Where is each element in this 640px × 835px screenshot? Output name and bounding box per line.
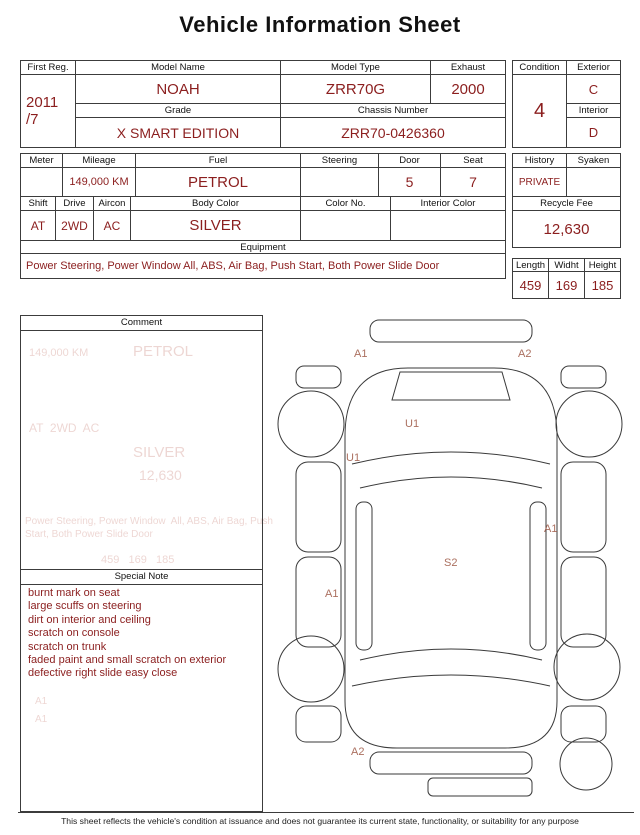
windshield-bottom-line [360, 477, 542, 488]
spec-band-a [20, 153, 506, 196]
dimensions-table [512, 258, 621, 299]
windshield-top-line [352, 452, 550, 464]
first-reg-year: 2011 [26, 93, 59, 111]
damage-mark: U1 [405, 418, 420, 430]
color-no-value [300, 210, 390, 240]
length-header: Length [512, 258, 548, 271]
grade-value: X SMART EDITION [75, 117, 280, 147]
left-front-door-panel [296, 462, 341, 552]
left-rear-fender-panel [296, 706, 341, 742]
ghost-text: 12,630 [139, 467, 182, 483]
exterior-value: C [566, 74, 620, 103]
width-header: Widht [548, 258, 584, 271]
spec-band-b [20, 196, 506, 240]
rear-bumper [370, 752, 532, 774]
meter-value [20, 167, 62, 196]
height-value: 185 [584, 271, 620, 298]
ghost-text: 459 169 185 [101, 554, 175, 566]
aircon-header: Aircon [93, 196, 130, 210]
first-reg-header: First Reg. [20, 60, 75, 74]
body-color-header: Body Color [130, 196, 300, 210]
right-rear-door-panel [561, 557, 606, 647]
damage-mark: A1 [354, 348, 368, 360]
special-note-item: large scuffs on steering [28, 600, 142, 613]
chassis-number-header: Chassis Number [280, 103, 505, 117]
hood-panel [392, 372, 510, 400]
aircon-value: AC [93, 210, 130, 240]
special-note-item: burnt mark on seat [28, 587, 120, 599]
footer-divider [18, 812, 634, 813]
registration-table [20, 60, 506, 148]
history-header: History [512, 153, 566, 167]
history-value: PRIVATE [512, 167, 566, 196]
special-note-item: scratch on console [28, 627, 120, 640]
ghost-text: 149,000 KM [29, 347, 89, 359]
interior-color-header: Interior Color [390, 196, 505, 210]
history-fee-table [512, 153, 621, 248]
rear-plate-panel [428, 778, 532, 796]
drive-header: Drive [55, 196, 93, 210]
damage-mark: A2 [518, 348, 532, 360]
shift-value: AT [20, 210, 55, 240]
damage-mark: A2 [351, 746, 365, 758]
front-bumper [370, 320, 532, 342]
mileage-header: Mileage [62, 153, 135, 167]
model-name-value: NOAH [75, 74, 280, 103]
right-rear-fender-panel [561, 706, 606, 742]
ghost-text: A1 [35, 696, 48, 707]
fuel-header: Fuel [135, 153, 300, 167]
left-front-fender-panel [296, 366, 341, 388]
left-sill [356, 502, 372, 650]
comment-panel [20, 315, 273, 812]
length-value: 459 [512, 271, 548, 298]
ghost-text: A1 [35, 714, 48, 725]
exterior-header: Exterior [566, 60, 620, 74]
special-note-header: Special Note [21, 569, 262, 585]
right-front-fender-panel [561, 366, 606, 388]
car-damage-diagram [268, 316, 634, 808]
interior-value: D [566, 117, 620, 147]
page-title: Vehicle Information Sheet [179, 12, 461, 37]
right-front-door-panel [561, 462, 606, 552]
color-no-header: Color No. [300, 196, 390, 210]
seat-header: Seat [440, 153, 505, 167]
ghost-text: Start, Both Power Slide Door [25, 529, 153, 540]
front-right-wheel [556, 391, 622, 457]
syaken-value [566, 167, 620, 196]
model-type-value: ZRR70G [280, 74, 430, 103]
chassis-number-value: ZRR70-0426360 [280, 117, 505, 147]
footer-disclaimer: This sheet reflects the vehicle's condition at issuance and does not guarantee its current state, functionality, or suitability for any purpose [61, 816, 579, 826]
rear-window-top-line [360, 649, 542, 660]
ghost-text: SILVER [133, 444, 186, 461]
condition-value: 4 [512, 74, 566, 147]
steering-value [300, 167, 378, 196]
model-name-header: Model Name [75, 60, 280, 74]
syaken-header: Syaken [566, 153, 620, 167]
first-reg-value [20, 74, 75, 147]
special-note-item: defective right slide easy close [28, 667, 178, 680]
damage-mark: A1 [544, 523, 558, 535]
equipment-value: Power Steering, Power Window All, ABS, Air Bag, Push Start, Both Power Slide Door [20, 253, 505, 278]
recycle-fee-value: 12,630 [512, 210, 620, 247]
condition-table [512, 60, 621, 148]
interior-color-value [390, 210, 505, 240]
door-value: 5 [378, 167, 440, 196]
door-header: Door [378, 153, 440, 167]
ghost-text: AT 2WD AC [29, 421, 100, 435]
front-left-wheel [278, 391, 344, 457]
ghost-text: PETROL [133, 343, 194, 360]
rear-right-wheel [554, 634, 620, 700]
seat-value: 7 [440, 167, 505, 196]
spare-wheel [560, 738, 612, 790]
drive-value: 2WD [55, 210, 93, 240]
shift-header: Shift [20, 196, 55, 210]
recycle-fee-header: Recycle Fee [512, 196, 620, 210]
ghost-text: Power Steering, Power Window All, ABS, Air Bag, Push [25, 516, 273, 527]
damage-mark: U1 [346, 452, 361, 464]
mileage-value: 149,000 KM [62, 167, 135, 196]
body-color-value: SILVER [130, 210, 300, 240]
special-note-list [28, 587, 258, 681]
special-note-item: scratch on trunk [28, 640, 107, 653]
special-note-item: dirt on interior and ceiling [28, 613, 151, 626]
equipment-header: Equipment [20, 240, 505, 253]
rear-window-bottom-line [352, 675, 550, 686]
fuel-value: PETROL [135, 167, 300, 196]
model-type-header: Model Type [280, 60, 430, 74]
width-value: 169 [548, 271, 584, 298]
meter-header: Meter [20, 153, 62, 167]
left-rear-door-panel [296, 557, 341, 647]
equipment-band [20, 240, 506, 279]
special-note-item: faded paint and small scratch on exterior [28, 654, 227, 667]
interior-header: Interior [566, 103, 620, 117]
first-reg-month: /7 [26, 111, 39, 128]
exhaust-header: Exhaust [430, 60, 505, 74]
damage-mark: A1 [325, 588, 339, 600]
grade-header: Grade [75, 103, 280, 117]
condition-header: Condition [512, 60, 566, 74]
steering-header: Steering [300, 153, 378, 167]
damage-mark: S2 [444, 557, 458, 569]
comment-header: Comment [21, 316, 262, 331]
height-header: Height [584, 258, 620, 271]
exhaust-value: 2000 [430, 74, 505, 103]
